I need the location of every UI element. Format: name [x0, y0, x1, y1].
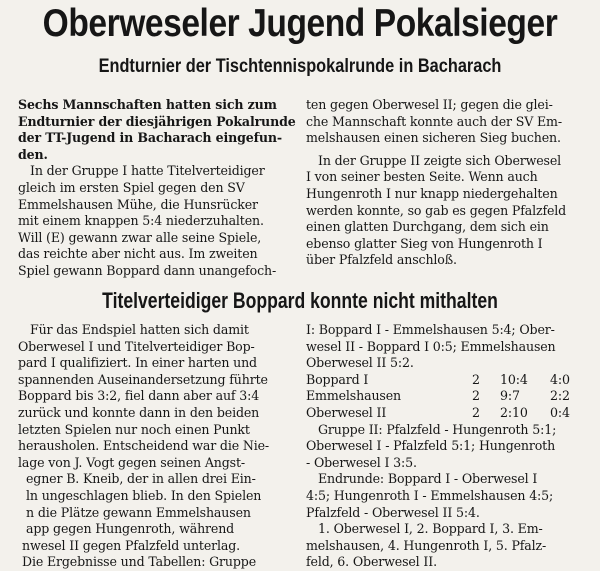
text-line: wesel II - Boppard I 0:5; Emmelshausen [306, 338, 556, 354]
text-line: I von seiner besten Seite. Wenn auch [306, 169, 538, 185]
played-cell: 2 [472, 404, 480, 420]
text-line: spannenden Auseinandersetzung führte [18, 371, 268, 387]
text-line: nwesel II gegen Pfalzfeld unterlag. [22, 537, 241, 553]
played-cell: 2 [472, 388, 480, 404]
team-cell: Boppard I [306, 371, 369, 387]
text-line: pard I qualifiziert. In einer harten und [18, 355, 257, 371]
lead-line: Sechs Mannschaften hatten sich zum [18, 97, 277, 112]
points-cell: 4:0 [550, 371, 570, 387]
table-row [306, 405, 590, 422]
text-line: ebenso glatter Sieg von Hungenroth I [306, 235, 543, 251]
column-4 [306, 322, 590, 571]
text-line: melshausen einen sicheren Sieg buchen. [306, 130, 561, 146]
text-line: feld, 6. Oberwesel II. [306, 554, 437, 570]
text-line: ten gegen Oberwesel II; gegen die glei- [306, 97, 553, 112]
text-line: Für das Endspiel hatten sich damit [30, 322, 249, 337]
text-line: Endrunde: Boppard I - Oberwesel I [318, 471, 538, 487]
score-cell: 10:4 [500, 371, 528, 387]
text-line: letzten Spielen nur noch einen Punkt [18, 421, 250, 437]
text-line: 4:5; Hungenroth I - Emmelshausen 4:5; [306, 487, 554, 503]
text-line: lage von J. Vogt gegen seinen Angst- [18, 454, 245, 470]
text-line: das reichte aber nicht aus. Im zweiten [18, 246, 258, 262]
text-line: werden konnte, so gab es gegen Pfalzfeld [306, 202, 567, 218]
headline: Oberweseler Jugend Pokalsieger [42, 2, 558, 45]
team-cell: Oberwesel II [306, 404, 387, 420]
column-2 [306, 97, 566, 269]
team-cell: Emmelshausen [306, 388, 401, 404]
text-line: Oberwesel I - Pfalzfeld 5:1; Hungenroth [306, 438, 556, 454]
text-line: Boppard bis 3:2, fiel dann aber auf 3:4 [18, 388, 260, 404]
text-line: einen glatten Durchgang, dem sich ein [306, 219, 549, 235]
text-line: In der Gruppe I hatte Titelverteidiger [30, 163, 265, 179]
text-line: Hungenroth I nur knapp niedergehalten [306, 185, 558, 201]
text-line: Oberwesel I und Titelverteidiger Bop- [18, 338, 255, 354]
points-cell: 2:2 [550, 388, 570, 404]
subheadline-2: Titelverteidiger Boppard konnte nicht mithalten [102, 288, 498, 313]
text-line: Oberwesel II 5:2. [306, 355, 414, 371]
text-line: gleich im ersten Spiel gegen den SV [18, 179, 245, 195]
text-line: 1. Oberwesel I, 2. Boppard I, 3. Em- [318, 521, 543, 537]
text-line: über Pfalzfeld anschloß. [306, 252, 457, 268]
text-line: egner B. Kneib, der in allen drei Ein- [26, 471, 256, 487]
lead-line: der TT-Jugend in Bacharach eingefun- [18, 130, 282, 146]
played-cell: 2 [472, 371, 480, 387]
score-cell: 2:10 [500, 404, 528, 420]
text-line: app gegen Hungenroth, während [26, 521, 235, 537]
text-line: Spiel gewann Boppard dann unangefoch- [18, 262, 277, 278]
subheadline: Endturnier der Tischtennispokalrunde in Bacharach [98, 56, 502, 77]
text-line: Pfalzfeld - Oberwesel II 5:4. [306, 504, 480, 520]
lead-line: den. [18, 146, 48, 162]
standings-table [306, 372, 590, 422]
text-line: herausholen. Entscheidend war die Nie- [18, 438, 270, 454]
text-line: Emmelshausen Mühe, die Hunsrücker [18, 196, 258, 212]
text-line: In der Gruppe II zeigte sich Oberwesel [318, 152, 562, 168]
column-3 [18, 322, 269, 571]
text-line: mit einem knappen 5:4 niederzuhalten. [18, 213, 264, 229]
text-line: Die Ergebnisse und Tabellen: Gruppe [22, 554, 257, 570]
text-line: Gruppe II: Pfalzfeld - Hungenroth 5:1; [318, 421, 557, 437]
points-cell: 0:4 [550, 404, 570, 420]
text-line: ln ungeschlagen blieb. In den Spielen [26, 487, 262, 503]
text-line: n die Plätze gewann Emmelshausen [26, 504, 251, 520]
text-line: I: Boppard I - Emmelshausen 5:4; Ober- [306, 322, 555, 337]
score-cell: 9:7 [500, 388, 520, 404]
lead-line: Endturnier der diesjährigen Pokalrunde [18, 113, 296, 129]
table-row [306, 372, 590, 389]
text-line: zurück und konnte dann in den beiden [18, 404, 260, 420]
text-line: Will (E) gewann zwar alle seine Spiele, [18, 229, 262, 245]
text-line: che Mannschaft konnte auch der SV Em- [306, 113, 562, 129]
table-row [306, 388, 590, 405]
text-line: melshausen, 4. Hungenroth I, 5. Pfalz- [306, 537, 547, 553]
text-line: - Oberwesel I 3:5. [306, 454, 417, 470]
column-1 [18, 97, 296, 280]
